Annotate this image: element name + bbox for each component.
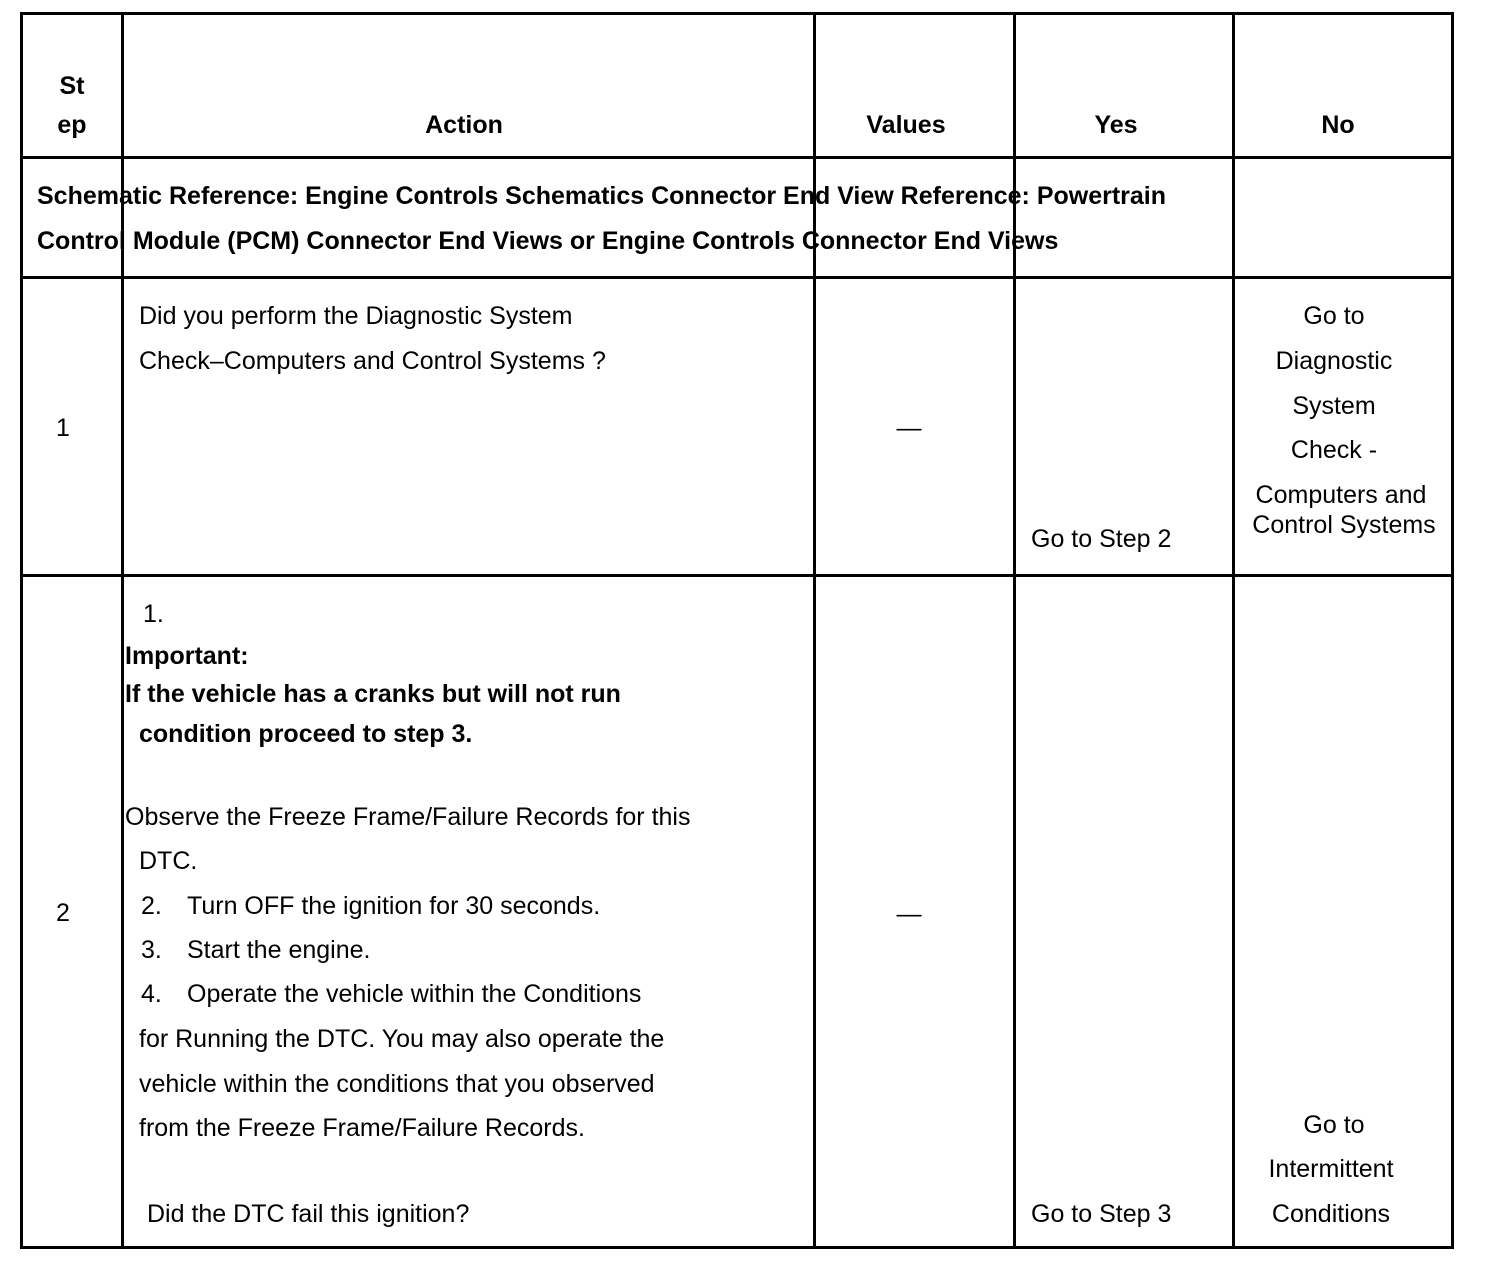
header-action: Action: [425, 111, 503, 139]
row2-step-num-3: 3.: [141, 936, 162, 964]
row1-action-line1: Did you perform the Diagnostic System: [139, 302, 573, 330]
header-yes: Yes: [1094, 111, 1138, 139]
header-divider: [20, 156, 1454, 159]
row1-no-line1: Go to: [1303, 302, 1365, 330]
row2-observe-line2: DTC.: [139, 847, 198, 875]
column-divider-yes: [1232, 12, 1235, 1249]
row2-step-text-2: Turn OFF the ignition for 30 seconds.: [187, 892, 601, 920]
row2-important-line1: If the vehicle has a cranks but will not run: [125, 680, 621, 708]
row2-important-label: Important:: [125, 642, 249, 670]
row1-no-line3: System: [1292, 392, 1376, 420]
row1-no-line6: Control Systems: [1252, 511, 1436, 539]
row1-action-line2: Check–Computers and Control Systems ?: [139, 347, 606, 375]
table-border-right: [1451, 12, 1454, 1249]
diagnostic-table: [20, 12, 1454, 1249]
table-border-top: [20, 12, 1454, 15]
row2-step-num-4: 4.: [141, 980, 162, 1008]
row2-no-line2: Intermittent: [1268, 1155, 1394, 1183]
reference-line-2: Control Module (PCM) Connector End Views or Engine Controls Connector End Views: [37, 227, 1059, 255]
row2-step: 2: [56, 899, 70, 927]
reference-divider: [20, 276, 1454, 279]
row2-important-line2: condition proceed to step 3.: [139, 720, 473, 748]
row2-step-num-2: 2.: [141, 892, 162, 920]
row2-no-line3: Conditions: [1271, 1200, 1391, 1228]
row2-action-num1: 1.: [143, 600, 164, 628]
row-divider: [20, 574, 1454, 577]
row2-yes: Go to Step 3: [1031, 1200, 1172, 1228]
header-step-line1: St: [59, 72, 85, 100]
row2-continuation-line3: from the Freeze Frame/Failure Records.: [139, 1114, 585, 1142]
row1-no-line5: Computers and: [1255, 481, 1427, 509]
header-step-line2: ep: [57, 111, 87, 139]
row1-values: —: [896, 414, 922, 442]
row2-continuation-line1: for Running the DTC. You may also operate the: [139, 1025, 665, 1053]
row2-step-text-3: Start the engine.: [187, 936, 371, 964]
header-values: Values: [866, 111, 946, 139]
table-border-left: [20, 12, 23, 1249]
row2-continuation-line2: vehicle within the conditions that you observed: [139, 1070, 655, 1098]
row2-no-line1: Go to: [1303, 1111, 1365, 1139]
row1-no-line2: Diagnostic: [1275, 347, 1393, 375]
row2-question: Did the DTC fail this ignition?: [147, 1200, 470, 1228]
row1-yes: Go to Step 2: [1031, 525, 1172, 553]
row2-observe-line1: Observe the Freeze Frame/Failure Records for this: [125, 803, 691, 831]
table-border-bottom: [20, 1246, 1454, 1249]
row2-step-text-4: Operate the vehicle within the Conditions: [187, 980, 642, 1008]
row1-step: 1: [56, 414, 70, 442]
reference-line-1: Schematic Reference: Engine Controls Schematics Connector End View Reference: Powertrain: [37, 182, 1167, 210]
row2-values: —: [896, 900, 922, 928]
row1-no-line4: Check -: [1290, 436, 1378, 464]
header-no: No: [1321, 111, 1355, 139]
